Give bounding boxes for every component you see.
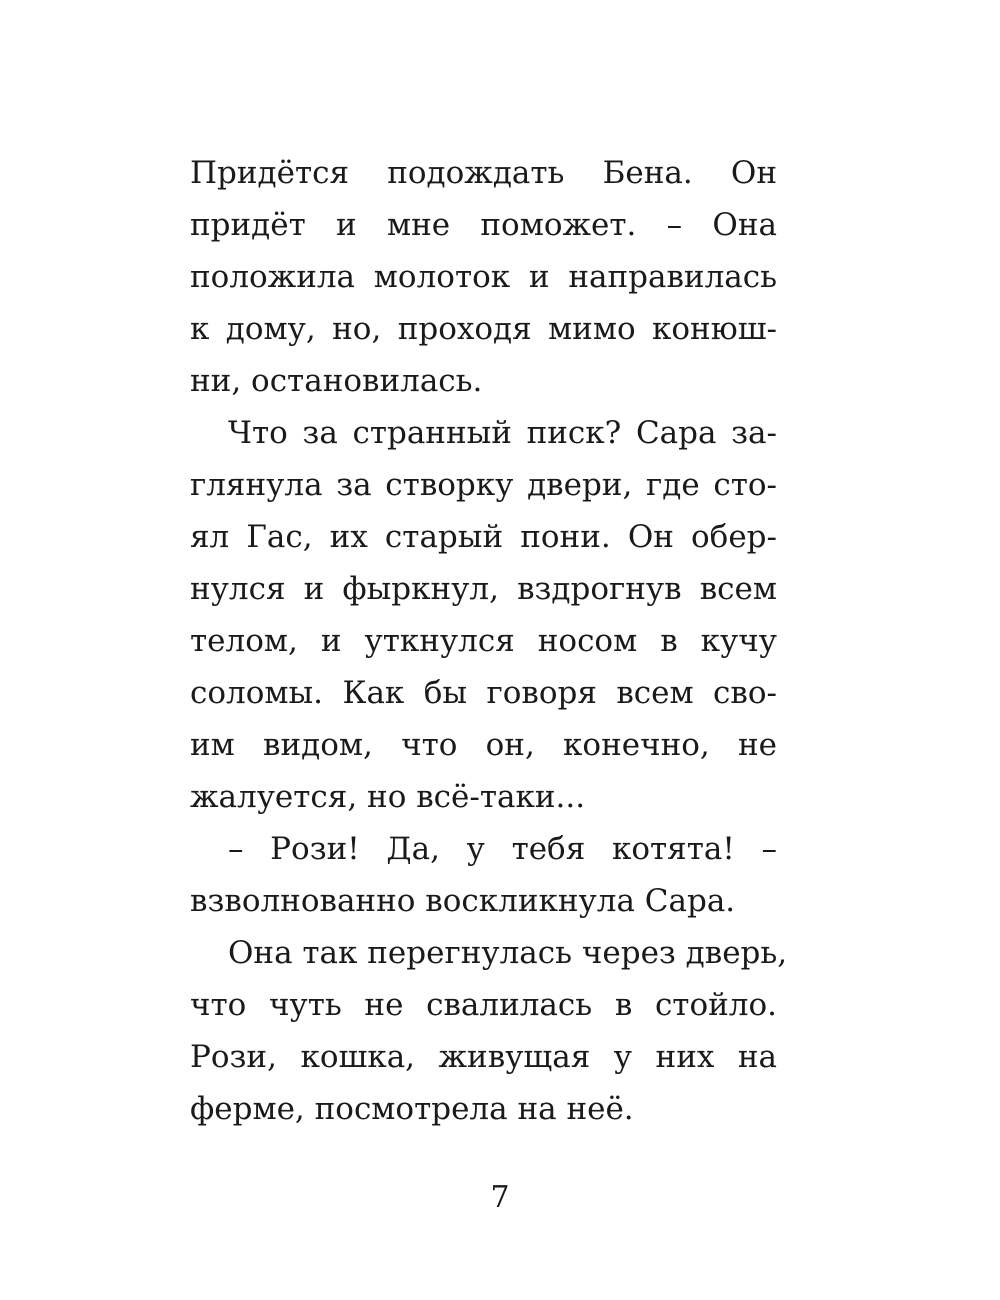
text-line: Что за странный писк? Сара за- [228,415,777,451]
text-line: что чуть не свалилась в стойло. [190,987,777,1023]
text-line: глянула за створку двери, где сто- [190,467,777,503]
text-line: взволнованно воскликнула Сара. [190,883,736,919]
text-line: к дому, но, проходя мимо конюш- [190,311,777,347]
text-line: Рози, кошка, живущая у них на [190,1039,777,1075]
text-line: ферме, посмотрела на неё. [190,1091,634,1127]
page-text [190,147,788,1135]
text-line: положила молоток и направилась [190,259,777,295]
text-line: ял Гас, их старый пони. Он обер- [190,519,777,555]
text-line: нулся и фыркнул, вздрогнув всем [190,571,777,607]
text-line: ни, остановилась. [190,363,483,399]
text-line: придёт и мне поможет. – Она [190,207,777,243]
text-line: телом, и уткнулся носом в кучу [190,623,777,659]
text-line: им видом, что он, конечно, не [190,727,777,763]
text-line: – Рози! Да, у тебя котята! – [228,831,777,867]
text-line: соломы. Как бы говоря всем сво- [190,675,777,711]
text-line: жалуется, но всё-таки... [190,779,586,815]
page-number: 7 [490,1180,510,1215]
text-line: Она так перегнулась через дверь, [228,935,788,971]
text-line: Придётся подождать Бена. Он [190,155,777,191]
